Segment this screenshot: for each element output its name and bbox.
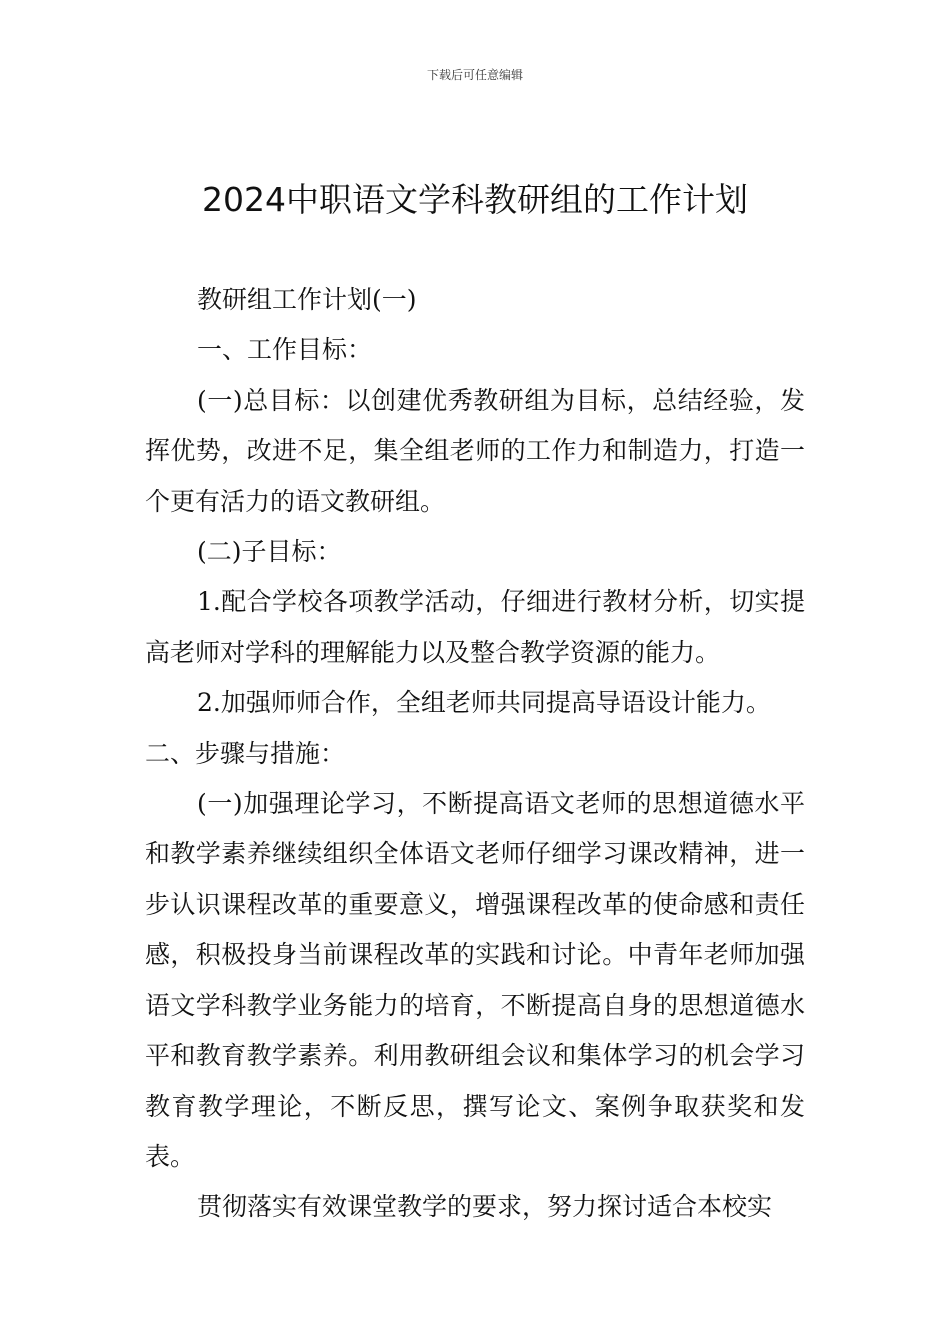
paragraph-3: (一)总目标：以创建优秀教研组为目标，总结经验，发挥优势，改进不足，集全组老师的工作力和制造力，打造一个更有活力的语文教研组。	[145, 385, 805, 516]
paragraph-4: (二)子目标：	[197, 537, 342, 567]
paragraph-8: (一)加强理论学习，不断提高语文老师的思想道德水平和教学素养继续组织全体语文老师仔细学习课改精神，进一步认识课程改革的重要意义，增强课程改革的使命感和责任感，积极投身当前课程改革的实践和讨论。中青年老师加强语文学科教学业务能力的培育，不断提高自身的思想道德水平和教育教学素养。利用教研组会议和集体学习的机会学习教育教学理论，不断反思，撰写论文、案例争取获奖和发表。	[145, 789, 805, 1171]
paragraph-9: 贯彻落实有效课堂教学的要求，努力探讨适合本校实	[197, 1192, 773, 1222]
paragraph-1: 教研组工作计划(一)	[197, 285, 417, 314]
page-header-note: 下载后可任意编辑	[426, 68, 523, 82]
document-body	[145, 275, 805, 1233]
paragraph-7: 二、步骤与措施：	[145, 738, 346, 768]
paragraph-6: 2.加强师师合作，全组老师共同提高导语设计能力。	[197, 688, 771, 718]
paragraph-2: 一、工作目标：	[197, 335, 373, 365]
paragraph-5: 1.配合学校各项教学活动，仔细进行教材分析，切实提高老师对学科的理解能力以及整合教学资源的能力。	[145, 587, 805, 667]
document-title: 2024中职语文学科教研组的工作计划	[202, 180, 748, 219]
